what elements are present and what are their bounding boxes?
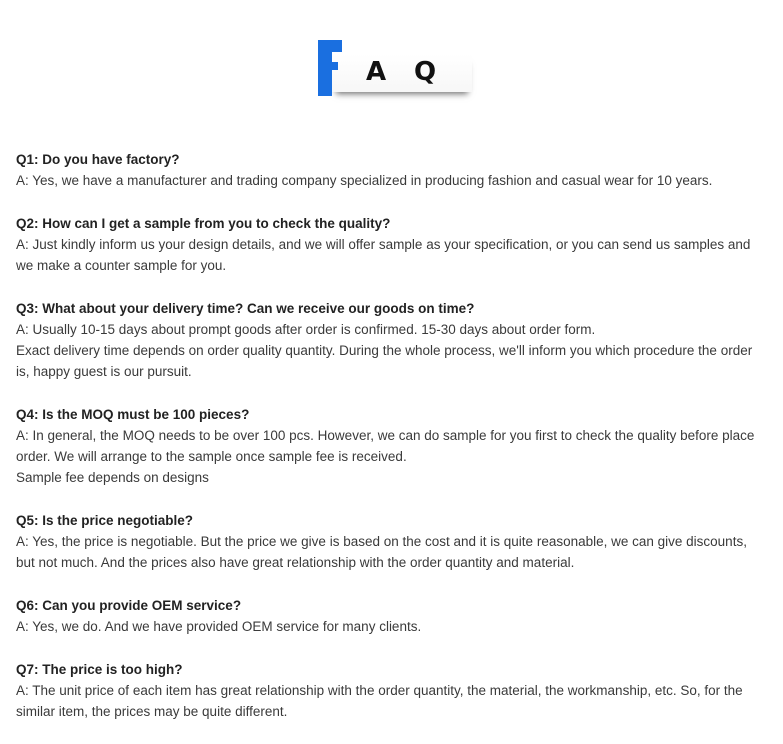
faq-logo — [318, 40, 478, 110]
faq-f-top-arm — [318, 40, 342, 52]
faq-answer-continued: Sample fee depends on designs — [16, 470, 209, 485]
faq-question: Q1: Do you have factory? — [16, 152, 180, 167]
faq-answer: A: Yes, we have a manufacturer and trading company specialized in producing fashion and casual wear for 10 years. — [16, 173, 713, 188]
faq-question: Q7: The price is too high? — [16, 662, 183, 677]
faq-item-1 — [16, 149, 768, 191]
faq-question: Q4: Is the MOQ must be 100 pieces? — [16, 407, 250, 422]
faq-item-4 — [16, 404, 768, 488]
faq-answer: A: The unit price of each item has great relationship with the order quantity, the material, the workmanship, etc. So, for the similar item, the prices may be quite different. — [16, 683, 743, 719]
faq-item-7 — [16, 659, 768, 722]
faq-answer-continued: Exact delivery time depends on order quality quantity. During the whole process, we'll inform you which procedure the order is, happy guest is our pursuit. — [16, 343, 753, 379]
faq-answer: A: Usually 10-15 days about prompt goods after order is confirmed. 15-30 days about order form. — [16, 322, 596, 337]
faq-f-middle-arm — [318, 62, 338, 70]
faq-answer: A: Just kindly inform us your design details, and we will offer sample as your specification, or you can send us samples and we make a counter sample for you. — [16, 237, 751, 273]
faq-answer: A: Yes, the price is negotiable. But the price we give is based on the cost and it is quite reasonable, we can give discounts, but not much. And the prices also have great relationship with the order quantity and material. — [16, 534, 747, 570]
faq-item-2 — [16, 213, 768, 276]
faq-letter-q: Q — [414, 57, 437, 87]
faq-item-6 — [16, 595, 768, 637]
faq-question: Q3: What about your delivery time? Can we receive our goods on time? — [16, 301, 475, 316]
faq-question: Q6: Can you provide OEM service? — [16, 598, 242, 613]
faq-item-3 — [16, 298, 768, 382]
faq-answer: A: In general, the MOQ needs to be over 100 pcs. However, we can do sample for you first to check the quality before place order. We will arrange to the sample once sample fee is received. — [16, 428, 755, 464]
faq-logo-card — [332, 54, 472, 92]
faq-list — [16, 149, 768, 744]
faq-question: Q5: Is the price negotiable? — [16, 513, 194, 528]
faq-question: Q2: How can I get a sample from you to check the quality? — [16, 216, 391, 231]
faq-answer: A: Yes, we do. And we have provided OEM service for many clients. — [16, 619, 422, 634]
faq-letter-a: A — [366, 57, 387, 87]
faq-item-5 — [16, 510, 768, 573]
